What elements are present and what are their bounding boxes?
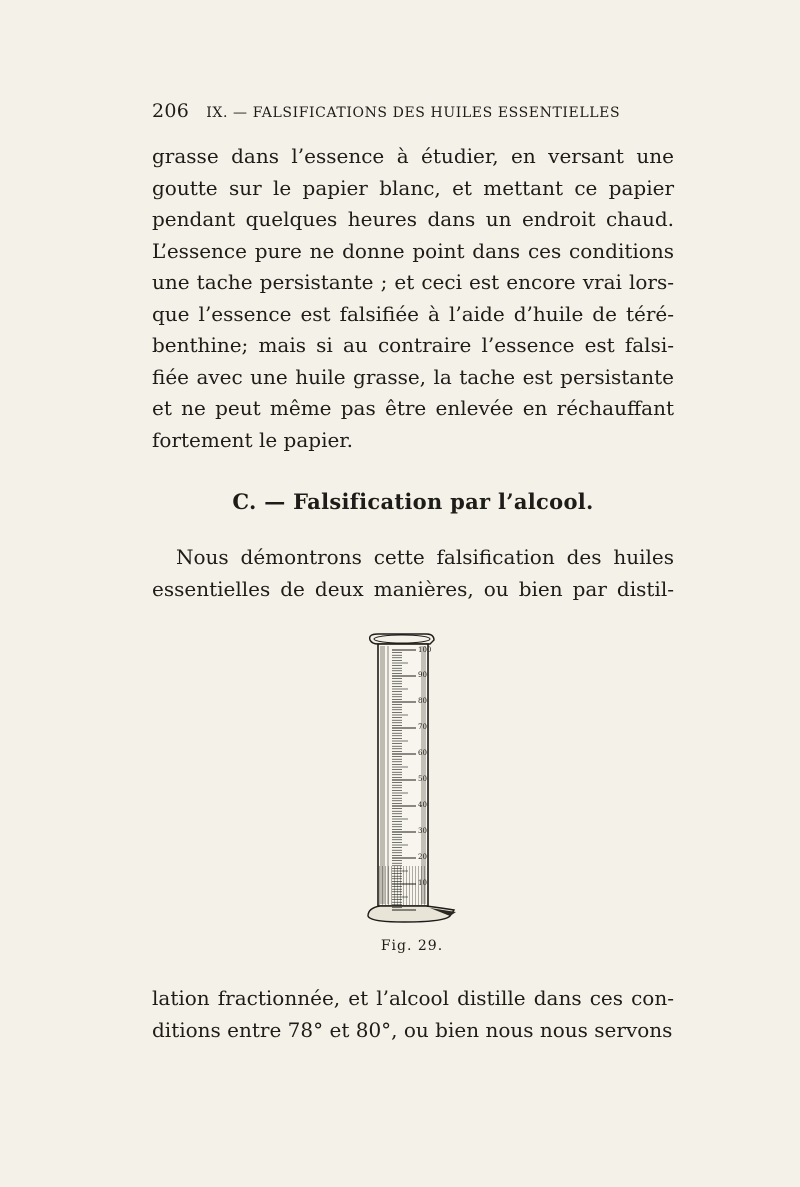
- text-line: benthine; mais si au contraire l’essence est falsi-: [152, 333, 674, 357]
- text-line: lation fractionnée, et l’alcool distille dans ces con-: [152, 986, 674, 1010]
- text-line: fortement le papier.: [152, 427, 354, 452]
- graduated-cylinder-figure: [364, 630, 464, 925]
- page-number: 206: [152, 100, 190, 122]
- text-line: goutte sur le papier blanc, et mettant ce papier: [152, 175, 674, 200]
- figure-caption: Fig. 29.: [380, 938, 444, 954]
- text-line: essentielles de deux manières, ou bien par distil-: [152, 576, 674, 601]
- scale-label: 20: [418, 853, 427, 861]
- scale-label: 70: [418, 723, 427, 731]
- text-line: et ne peut même pas être enlevée en réchauffant: [152, 396, 674, 420]
- text-line: que l’essence est falsifiée à l’aide d’huile de téré-: [152, 301, 674, 326]
- scale-label: 100: [418, 646, 432, 654]
- text-line: Nous démontrons cette falsification des huiles: [176, 545, 674, 569]
- text-line: ditions entre 78° et 80°, ou bien nous nous servons: [152, 1017, 673, 1042]
- scale-label: 90: [418, 671, 427, 679]
- scale-label: 80: [418, 697, 427, 705]
- text-line: L’essence pure ne donne point dans ces conditions: [152, 238, 674, 263]
- running-head: [152, 100, 672, 122]
- graduated-cylinder-icon: [364, 630, 464, 925]
- text-line: une tache persistante ; et ceci est encore vrai lors-: [152, 270, 674, 294]
- scale-label: 60: [418, 749, 427, 757]
- scale-label: 30: [418, 827, 427, 835]
- section-heading: C. — Falsification par l’alcool.: [232, 489, 594, 514]
- paragraph-1: [152, 141, 674, 456]
- chapter-title: IX. — FALSIFICATIONS DES HUILES ESSENTIELLES: [206, 105, 621, 121]
- scale-label: 40: [418, 801, 427, 809]
- paragraph-3: [152, 983, 674, 1046]
- text-line: pendant quelques heures dans un endroit chaud.: [152, 207, 674, 231]
- text-line: grasse dans l’essence à étudier, en versant une: [152, 144, 674, 168]
- scale-label: 50: [418, 775, 427, 783]
- text-line: fiée avec une huile grasse, la tache est persistante: [152, 364, 674, 389]
- scale-label: 10: [418, 879, 427, 887]
- paragraph-2: [152, 542, 674, 605]
